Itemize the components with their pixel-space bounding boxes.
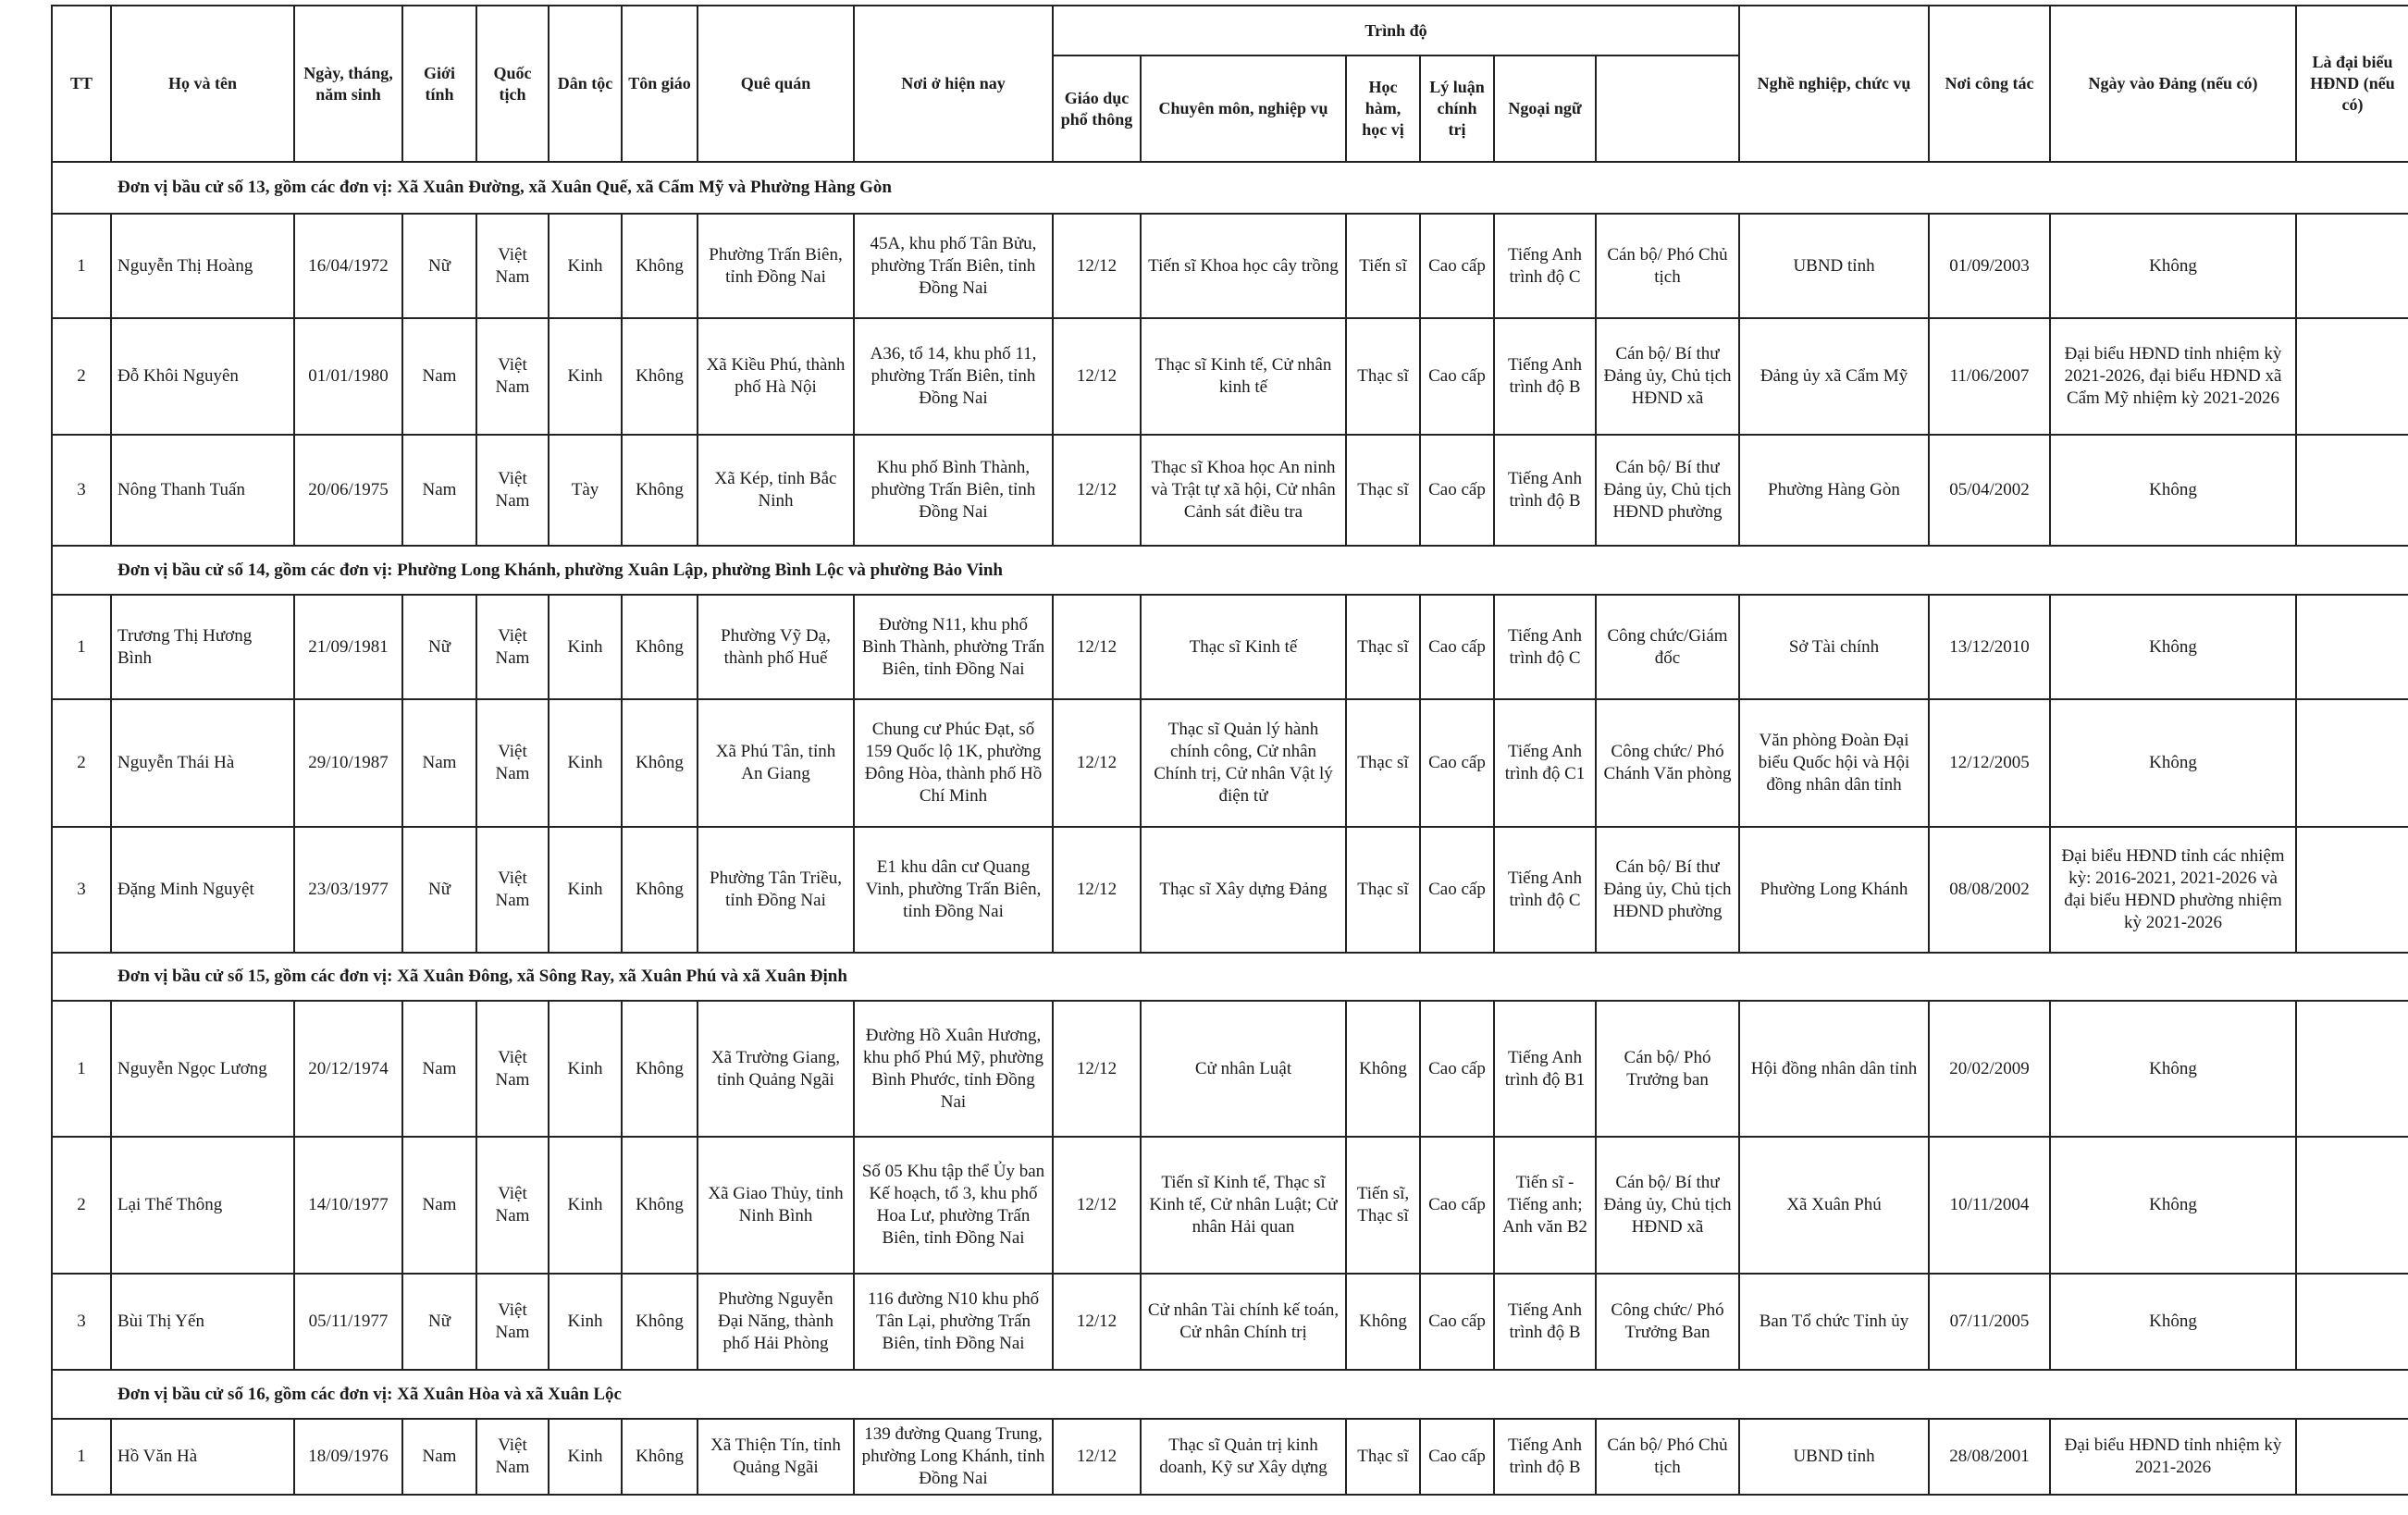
cell-ly-luan: Cao cấp <box>1420 827 1494 953</box>
table-body <box>52 162 2408 1495</box>
cell-ghi-chu <box>2296 1419 2408 1495</box>
header-giao-duc: Giáo dục phổ thông <box>1053 55 1141 162</box>
cell-ngoai-ngu: Tiến sĩ - Tiếng anh; Anh văn B2 <box>1494 1137 1596 1274</box>
cell-gioi-tinh: Nam <box>402 1137 476 1274</box>
cell-ly-luan: Cao cấp <box>1420 214 1494 318</box>
cell-gioi-tinh: Nam <box>402 1419 476 1495</box>
cell-dai-bieu: Không <box>2050 699 2296 827</box>
cell-quoc-tich: Việt Nam <box>476 1274 549 1370</box>
cell-ngay-sinh: 05/11/1977 <box>294 1274 402 1370</box>
cell-ton-giao: Không <box>622 318 698 435</box>
cell-que-quan: Phường Nguyễn Đại Năng, thành phố Hải Phòng <box>698 1274 854 1370</box>
cell-ngay-sinh: 01/01/1980 <box>294 318 402 435</box>
cell-chuyen-mon: Thạc sĩ Quản lý hành chính công, Cử nhân Chính trị, Cử nhân Vật lý điện tử <box>1141 699 1346 827</box>
cell-que-quan: Xã Phú Tân, tỉnh An Giang <box>698 699 854 827</box>
cell-gioi-tinh: Nam <box>402 1001 476 1137</box>
cell-hoc-ham: Thạc sĩ <box>1346 435 1420 546</box>
cell-noi-o: Số 05 Khu tập thể Ủy ban Kế hoạch, tổ 3, khu phố Hoa Lư, phường Trấn Biên, tỉnh Đồng Nai <box>854 1137 1053 1274</box>
cell-ly-luan: Cao cấp <box>1420 1419 1494 1495</box>
cell-que-quan: Xã Giao Thủy, tỉnh Ninh Bình <box>698 1137 854 1274</box>
cell-hoc-ham: Thạc sĩ <box>1346 1419 1420 1495</box>
cell-ghi-chu <box>2296 827 2408 953</box>
header-ton-giao: Tôn giáo <box>622 6 698 162</box>
header-ly-luan: Lý luận chính trị <box>1420 55 1494 162</box>
header-gioi-tinh: Giới tính <box>402 6 476 162</box>
cell-noi-cong-tac: Phường Hàng Gòn <box>1739 435 1929 546</box>
cell-nghe-nghiep: Cán bộ/ Bí thư Đảng ủy, Chủ tịch HĐND phường <box>1596 435 1739 546</box>
cell-noi-o: Đường N11, khu phố Bình Thành, phường Trấn Biên, tỉnh Đồng Nai <box>854 595 1053 699</box>
cell-nghe-nghiep: Công chức/ Phó Trưởng Ban <box>1596 1274 1739 1370</box>
cell-chuyen-mon: Thạc sĩ Khoa học An ninh và Trật tự xã hội, Cử nhân Cảnh sát điều tra <box>1141 435 1346 546</box>
cell-noi-o: 116 đường N10 khu phố Tân Lại, phường Trấn Biên, tỉnh Đồng Nai <box>854 1274 1053 1370</box>
cell-gioi-tinh: Nữ <box>402 214 476 318</box>
cell-quoc-tich: Việt Nam <box>476 699 549 827</box>
header-nghe-nghiep: Nghề nghiệp, chức vụ <box>1739 6 1929 162</box>
cell-ho-ten: Đặng Minh Nguyệt <box>111 827 294 953</box>
cell-ngay-vao-dang: 10/11/2004 <box>1929 1137 2050 1274</box>
cell-gioi-tinh: Nam <box>402 318 476 435</box>
table-row <box>52 1274 2408 1370</box>
cell-ngay-vao-dang: 11/06/2007 <box>1929 318 2050 435</box>
cell-nghe-nghiep: Cán bộ/ Phó Trưởng ban <box>1596 1001 1739 1137</box>
cell-quoc-tich: Việt Nam <box>476 827 549 953</box>
cell-noi-o: 139 đường Quang Trung, phường Long Khánh, tỉnh Đồng Nai <box>854 1419 1053 1495</box>
cell-ho-ten: Trương Thị Hương Bình <box>111 595 294 699</box>
cell-ly-luan: Cao cấp <box>1420 1137 1494 1274</box>
cell-hoc-ham: Thạc sĩ <box>1346 827 1420 953</box>
cell-quoc-tich: Việt Nam <box>476 1001 549 1137</box>
cell-tt: 3 <box>52 1274 111 1370</box>
cell-dan-toc: Kinh <box>549 318 622 435</box>
cell-ho-ten: Nguyễn Thị Hoàng <box>111 214 294 318</box>
cell-ngay-vao-dang: 01/09/2003 <box>1929 214 2050 318</box>
cell-noi-cong-tac: Phường Long Khánh <box>1739 827 1929 953</box>
cell-que-quan: Xã Kiều Phú, thành phố Hà Nội <box>698 318 854 435</box>
cell-nghe-nghiep: Cán bộ/ Phó Chủ tịch <box>1596 214 1739 318</box>
cell-ngoai-ngu: Tiếng Anh trình độ B1 <box>1494 1001 1596 1137</box>
cell-noi-o: Đường Hồ Xuân Hương, khu phố Phú Mỹ, phường Bình Phước, tỉnh Đồng Nai <box>854 1001 1053 1137</box>
cell-noi-cong-tac: Ban Tổ chức Tỉnh ủy <box>1739 1274 1929 1370</box>
cell-noi-cong-tac: Văn phòng Đoàn Đại biểu Quốc hội và Hội đồng nhân dân tỉnh <box>1739 699 1929 827</box>
cell-ho-ten: Nguyễn Ngọc Lương <box>111 1001 294 1137</box>
cell-giao-duc: 12/12 <box>1053 1137 1141 1274</box>
cell-noi-cong-tac: UBND tỉnh <box>1739 214 1929 318</box>
cell-gioi-tinh: Nam <box>402 699 476 827</box>
table-row <box>52 1137 2408 1274</box>
cell-ngoai-ngu: Tiếng Anh trình độ B <box>1494 1274 1596 1370</box>
cell-que-quan: Phường Tân Triều, tỉnh Đồng Nai <box>698 827 854 953</box>
unit-title: Đơn vị bầu cử số 14, gồm các đơn vị: Phường Long Khánh, phường Xuân Lập, phường Bình Lộc và phường Bảo Vinh <box>52 546 2408 595</box>
cell-giao-duc: 12/12 <box>1053 827 1141 953</box>
cell-que-quan: Phường Vỹ Dạ, thành phố Huế <box>698 595 854 699</box>
cell-tt: 1 <box>52 1419 111 1495</box>
cell-ngoai-ngu: Tiếng Anh trình độ C <box>1494 827 1596 953</box>
cell-hoc-ham: Tiến sĩ, Thạc sĩ <box>1346 1137 1420 1274</box>
cell-ton-giao: Không <box>622 1137 698 1274</box>
cell-hoc-ham: Không <box>1346 1001 1420 1137</box>
cell-ngay-sinh: 14/10/1977 <box>294 1137 402 1274</box>
cell-ly-luan: Cao cấp <box>1420 435 1494 546</box>
cell-dan-toc: Kinh <box>549 699 622 827</box>
cell-hoc-ham: Thạc sĩ <box>1346 595 1420 699</box>
header-dai-bieu: Là đại biểu HĐND (nếu có) <box>2296 6 2408 162</box>
cell-ho-ten: Hồ Văn Hà <box>111 1419 294 1495</box>
cell-ngay-vao-dang: 28/08/2001 <box>1929 1419 2050 1495</box>
cell-ton-giao: Không <box>622 595 698 699</box>
cell-quoc-tich: Việt Nam <box>476 318 549 435</box>
cell-ngay-vao-dang: 12/12/2005 <box>1929 699 2050 827</box>
cell-giao-duc: 12/12 <box>1053 435 1141 546</box>
cell-ton-giao: Không <box>622 214 698 318</box>
cell-nghe-nghiep: Cán bộ/ Phó Chủ tịch <box>1596 1419 1739 1495</box>
cell-hoc-ham: Thạc sĩ <box>1346 699 1420 827</box>
cell-nghe-nghiep: Cán bộ/ Bí thư Đảng ủy, Chủ tịch HĐND phường <box>1596 827 1739 953</box>
cell-dai-bieu: Không <box>2050 1274 2296 1370</box>
cell-hoc-ham: Không <box>1346 1274 1420 1370</box>
cell-ngay-sinh: 16/04/1972 <box>294 214 402 318</box>
cell-chuyen-mon: Thạc sĩ Kinh tế, Cử nhân kinh tế <box>1141 318 1346 435</box>
cell-tt: 2 <box>52 699 111 827</box>
cell-tt: 2 <box>52 318 111 435</box>
cell-nghe-nghiep: Cán bộ/ Bí thư Đảng ủy, Chủ tịch HĐND xã <box>1596 1137 1739 1274</box>
cell-tt: 1 <box>52 1001 111 1137</box>
cell-dai-bieu: Không <box>2050 1001 2296 1137</box>
cell-ghi-chu <box>2296 595 2408 699</box>
cell-que-quan: Xã Thiện Tín, tỉnh Quảng Ngãi <box>698 1419 854 1495</box>
cell-que-quan: Phường Trấn Biên, tỉnh Đồng Nai <box>698 214 854 318</box>
cell-giao-duc: 12/12 <box>1053 1001 1141 1137</box>
cell-dan-toc: Kinh <box>549 827 622 953</box>
cell-dan-toc: Kinh <box>549 595 622 699</box>
cell-giao-duc: 12/12 <box>1053 699 1141 827</box>
unit-title: Đơn vị bầu cử số 16, gồm các đơn vị: Xã Xuân Hòa và xã Xuân Lộc <box>52 1370 2408 1419</box>
cell-ghi-chu <box>2296 699 2408 827</box>
cell-giao-duc: 12/12 <box>1053 1419 1141 1495</box>
candidate-table <box>51 5 2408 1496</box>
cell-giao-duc: 12/12 <box>1053 214 1141 318</box>
cell-dai-bieu: Không <box>2050 214 2296 318</box>
table-row <box>52 214 2408 318</box>
cell-ton-giao: Không <box>622 699 698 827</box>
unit-row <box>52 1370 2408 1419</box>
cell-chuyen-mon: Tiến sĩ Kinh tế, Thạc sĩ Kinh tế, Cử nhân Luật; Cử nhân Hải quan <box>1141 1137 1346 1274</box>
header-dan-toc: Dân tộc <box>549 6 622 162</box>
cell-que-quan: Xã Kép, tỉnh Bắc Ninh <box>698 435 854 546</box>
header-trinh-do: Trình độ <box>1053 6 1739 55</box>
cell-dan-toc: Kinh <box>549 1274 622 1370</box>
header-quoc-tich: Quốc tịch <box>476 6 549 162</box>
cell-ngay-sinh: 20/12/1974 <box>294 1001 402 1137</box>
cell-ngay-sinh: 18/09/1976 <box>294 1419 402 1495</box>
cell-noi-o: Khu phố Bình Thành, phường Trấn Biên, tỉnh Đồng Nai <box>854 435 1053 546</box>
cell-ngoai-ngu: Tiếng Anh trình độ B <box>1494 1419 1596 1495</box>
cell-tt: 2 <box>52 1137 111 1274</box>
header-ngoai-ngu: Ngoại ngữ <box>1494 55 1596 162</box>
cell-noi-cong-tac: Sở Tài chính <box>1739 595 1929 699</box>
header-que-quan: Quê quán <box>698 6 854 162</box>
cell-gioi-tinh: Nữ <box>402 595 476 699</box>
cell-ho-ten: Đỗ Khôi Nguyên <box>111 318 294 435</box>
cell-ly-luan: Cao cấp <box>1420 595 1494 699</box>
cell-gioi-tinh: Nam <box>402 435 476 546</box>
cell-ly-luan: Cao cấp <box>1420 1001 1494 1137</box>
cell-tt: 1 <box>52 214 111 318</box>
cell-dan-toc: Tày <box>549 435 622 546</box>
cell-ghi-chu <box>2296 1001 2408 1137</box>
cell-chuyen-mon: Thạc sĩ Quản trị kinh doanh, Kỹ sư Xây dựng <box>1141 1419 1346 1495</box>
cell-dan-toc: Kinh <box>549 1137 622 1274</box>
cell-noi-cong-tac: UBND tỉnh <box>1739 1419 1929 1495</box>
cell-ghi-chu <box>2296 214 2408 318</box>
cell-chuyen-mon: Thạc sĩ Kinh tế <box>1141 595 1346 699</box>
table-row <box>52 699 2408 827</box>
header-noi-o: Nơi ở hiện nay <box>854 6 1053 162</box>
cell-quoc-tich: Việt Nam <box>476 595 549 699</box>
cell-ngoai-ngu: Tiếng Anh trình độ B <box>1494 435 1596 546</box>
cell-hoc-ham: Thạc sĩ <box>1346 318 1420 435</box>
cell-dai-bieu: Không <box>2050 435 2296 546</box>
cell-ghi-chu <box>2296 318 2408 435</box>
cell-ngay-vao-dang: 05/04/2002 <box>1929 435 2050 546</box>
cell-ton-giao: Không <box>622 1419 698 1495</box>
table-row <box>52 595 2408 699</box>
header-hoc-ham: Học hàm, học vị <box>1346 55 1420 162</box>
unit-row <box>52 953 2408 1001</box>
header-ngay-vao-dang: Ngày vào Đảng (nếu có) <box>2050 6 2296 162</box>
cell-dai-bieu: Đại biểu HĐND tỉnh nhiệm kỳ 2021-2026 <box>2050 1419 2296 1495</box>
cell-quoc-tich: Việt Nam <box>476 214 549 318</box>
cell-giao-duc: 12/12 <box>1053 595 1141 699</box>
unit-row <box>52 546 2408 595</box>
cell-ghi-chu <box>2296 1137 2408 1274</box>
cell-noi-o: A36, tổ 14, khu phố 11, phường Trấn Biên, tỉnh Đồng Nai <box>854 318 1053 435</box>
cell-ghi-chu <box>2296 1274 2408 1370</box>
cell-noi-cong-tac: Hội đồng nhân dân tỉnh <box>1739 1001 1929 1137</box>
cell-ghi-chu <box>2296 435 2408 546</box>
cell-ngay-vao-dang: 07/11/2005 <box>1929 1274 2050 1370</box>
cell-noi-o: Chung cư Phúc Đạt, số 159 Quốc lộ 1K, phường Đông Hòa, thành phố Hồ Chí Minh <box>854 699 1053 827</box>
cell-dan-toc: Kinh <box>549 1001 622 1137</box>
cell-dai-bieu: Không <box>2050 595 2296 699</box>
table-row <box>52 318 2408 435</box>
header-chuyen-mon: Chuyên môn, nghiệp vụ <box>1141 55 1346 162</box>
cell-noi-cong-tac: Đảng ủy xã Cẩm Mỹ <box>1739 318 1929 435</box>
cell-noi-o: 45A, khu phố Tân Bửu, phường Trấn Biên, tỉnh Đồng Nai <box>854 214 1053 318</box>
cell-ho-ten: Bùi Thị Yến <box>111 1274 294 1370</box>
cell-dai-bieu: Đại biểu HĐND tỉnh các nhiệm kỳ: 2016-2021, 2021-2026 và đại biểu HĐND phường nhiệm kỳ 2021-2026 <box>2050 827 2296 953</box>
cell-ngay-vao-dang: 13/12/2010 <box>1929 595 2050 699</box>
cell-ngay-vao-dang: 08/08/2002 <box>1929 827 2050 953</box>
cell-dai-bieu: Đại biểu HĐND tỉnh nhiệm kỳ 2021-2026, đại biểu HĐND xã Cẩm Mỹ nhiệm kỳ 2021-2026 <box>2050 318 2296 435</box>
header-noi-cong-tac: Nơi công tác <box>1929 6 2050 162</box>
header-ho-ten: Họ và tên <box>111 6 294 162</box>
cell-ngoai-ngu: Tiếng Anh trình độ B <box>1494 318 1596 435</box>
cell-nghe-nghiep: Công chức/Giám đốc <box>1596 595 1739 699</box>
cell-giao-duc: 12/12 <box>1053 318 1141 435</box>
unit-title: Đơn vị bầu cử số 13, gồm các đơn vị: Xã Xuân Đường, xã Xuân Quế, xã Cẩm Mỹ và Phường Hàng Gòn <box>52 162 2408 214</box>
cell-gioi-tinh: Nữ <box>402 1274 476 1370</box>
cell-noi-o: E1 khu dân cư Quang Vinh, phường Trấn Biên, tỉnh Đồng Nai <box>854 827 1053 953</box>
cell-ngay-sinh: 23/03/1977 <box>294 827 402 953</box>
cell-ly-luan: Cao cấp <box>1420 318 1494 435</box>
cell-ton-giao: Không <box>622 1001 698 1137</box>
cell-tt: 3 <box>52 827 111 953</box>
cell-hoc-ham: Tiến sĩ <box>1346 214 1420 318</box>
unit-row <box>52 162 2408 214</box>
table-row <box>52 1001 2408 1137</box>
cell-ton-giao: Không <box>622 827 698 953</box>
cell-gioi-tinh: Nữ <box>402 827 476 953</box>
header-tt: TT <box>52 6 111 162</box>
cell-quoc-tich: Việt Nam <box>476 1419 549 1495</box>
cell-quoc-tich: Việt Nam <box>476 1137 549 1274</box>
cell-ho-ten: Nguyễn Thái Hà <box>111 699 294 827</box>
cell-ngoai-ngu: Tiếng Anh trình độ C1 <box>1494 699 1596 827</box>
cell-dai-bieu: Không <box>2050 1137 2296 1274</box>
cell-ngay-sinh: 29/10/1987 <box>294 699 402 827</box>
table-row <box>52 827 2408 953</box>
cell-ngay-sinh: 21/09/1981 <box>294 595 402 699</box>
cell-giao-duc: 12/12 <box>1053 1274 1141 1370</box>
cell-ngay-vao-dang: 20/02/2009 <box>1929 1001 2050 1137</box>
cell-ton-giao: Không <box>622 1274 698 1370</box>
cell-dan-toc: Kinh <box>549 214 622 318</box>
cell-ngoai-ngu: Tiếng Anh trình độ C <box>1494 595 1596 699</box>
cell-ly-luan: Cao cấp <box>1420 699 1494 827</box>
cell-ton-giao: Không <box>622 435 698 546</box>
cell-chuyen-mon: Tiến sĩ Khoa học cây trồng <box>1141 214 1346 318</box>
unit-title: Đơn vị bầu cử số 15, gồm các đơn vị: Xã Xuân Đông, xã Sông Ray, xã Xuân Phú và xã Xuân Định <box>52 953 2408 1001</box>
cell-nghe-nghiep: Cán bộ/ Bí thư Đảng ủy, Chủ tịch HĐND xã <box>1596 318 1739 435</box>
cell-ngoai-ngu: Tiếng Anh trình độ C <box>1494 214 1596 318</box>
cell-tt: 1 <box>52 595 111 699</box>
header-ngay-sinh: Ngày, tháng, năm sinh <box>294 6 402 162</box>
cell-chuyen-mon: Thạc sĩ Xây dựng Đảng <box>1141 827 1346 953</box>
cell-que-quan: Xã Trường Giang, tỉnh Quảng Ngãi <box>698 1001 854 1137</box>
cell-tt: 3 <box>52 435 111 546</box>
table-row <box>52 1419 2408 1495</box>
cell-noi-cong-tac: Xã Xuân Phú <box>1739 1137 1929 1274</box>
cell-chuyen-mon: Cử nhân Tài chính kế toán, Cử nhân Chính trị <box>1141 1274 1346 1370</box>
cell-dan-toc: Kinh <box>549 1419 622 1495</box>
cell-ly-luan: Cao cấp <box>1420 1274 1494 1370</box>
cell-ngay-sinh: 20/06/1975 <box>294 435 402 546</box>
cell-ho-ten: Nông Thanh Tuấn <box>111 435 294 546</box>
table-row <box>52 435 2408 546</box>
cell-nghe-nghiep: Công chức/ Phó Chánh Văn phòng <box>1596 699 1739 827</box>
cell-chuyen-mon: Cử nhân Luật <box>1141 1001 1346 1137</box>
cell-ho-ten: Lại Thế Thông <box>111 1137 294 1274</box>
cell-quoc-tich: Việt Nam <box>476 435 549 546</box>
